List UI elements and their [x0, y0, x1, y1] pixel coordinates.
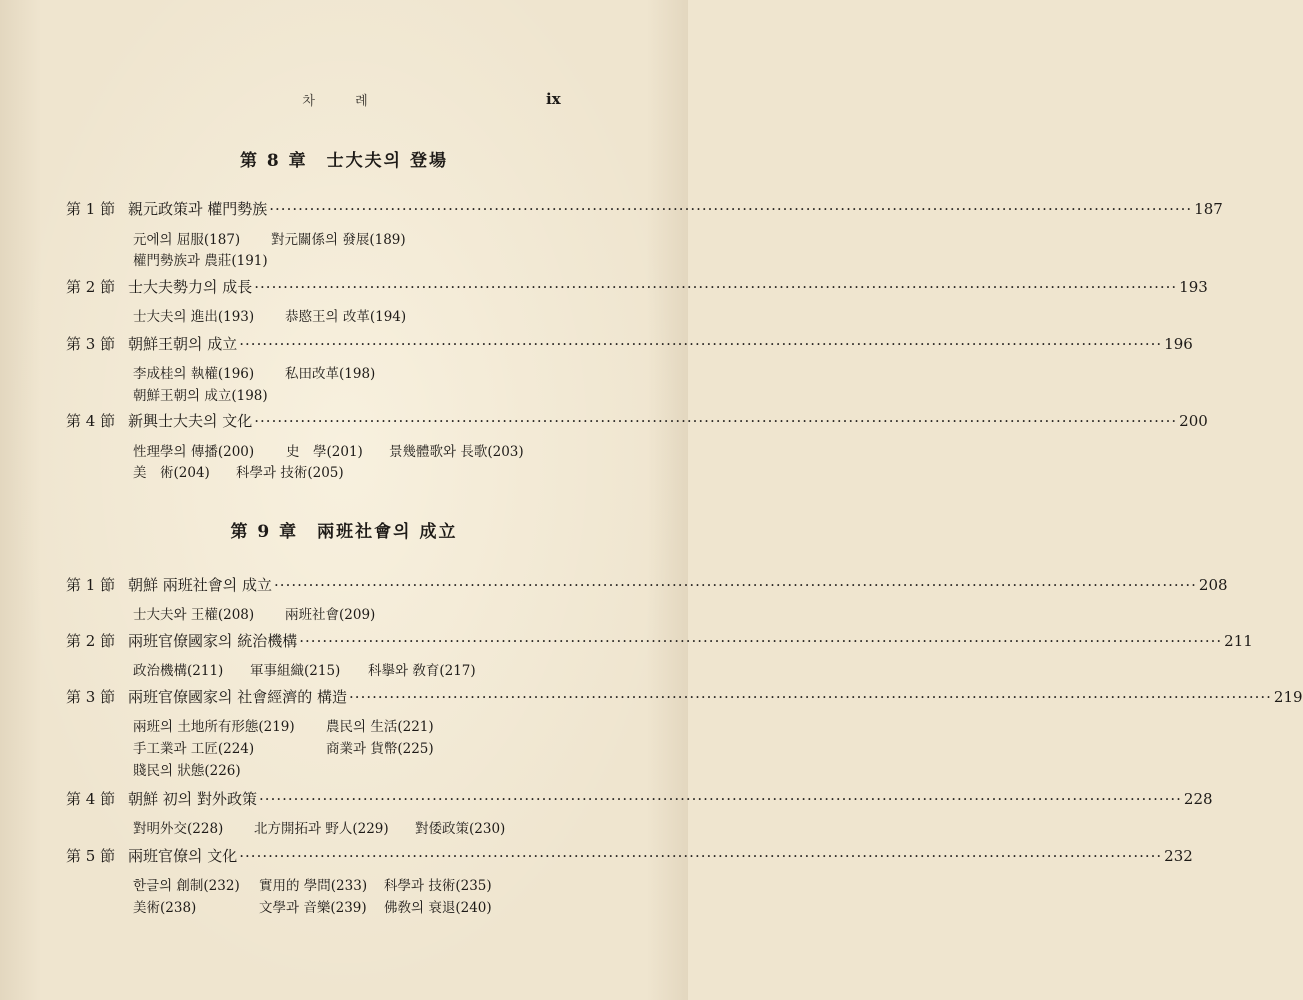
- toc-section[interactable]: [66, 333, 1193, 355]
- subtopic: 私田改革(198): [285, 366, 376, 382]
- dot-leader: ································································································································································: [269, 200, 1193, 218]
- subtopic: 兩班의 土地所有形態(219): [133, 719, 295, 735]
- subtopic: 士大夫와 王權(208): [133, 607, 255, 623]
- section-page: 208: [1198, 576, 1228, 594]
- subtopic: 恭愍王의 改革(194): [285, 309, 407, 325]
- toc-section[interactable]: [66, 686, 1303, 708]
- subtopic: 景幾體歌와 長歌(203): [389, 444, 524, 460]
- subtopic: 李成桂의 執權(196): [133, 366, 255, 382]
- section-page: 196: [1164, 335, 1193, 353]
- dot-leader: ································································································································································: [254, 278, 1178, 296]
- subtopic: 兩班社會(209): [285, 607, 376, 623]
- section-page: 193: [1179, 278, 1208, 296]
- dot-leader: ································································································································································: [274, 576, 1197, 594]
- subtopic: 對元關係의 發展(189): [271, 232, 406, 248]
- section-title: 親元政策과 權門勢族: [128, 200, 268, 218]
- section-number: 第 4 節: [66, 412, 116, 430]
- subtopic: 權門勢族과 農莊(191): [133, 253, 268, 269]
- toc-section[interactable]: [66, 630, 1253, 652]
- subtopic: 科學과 技術(235): [384, 878, 492, 894]
- toc-section[interactable]: [66, 276, 1208, 298]
- section-number: 第 1 節: [66, 200, 116, 218]
- section-page: 187: [1194, 200, 1223, 218]
- dot-leader: ································································································································································: [239, 335, 1163, 353]
- subtopic: 農民의 生活(221): [326, 719, 434, 735]
- toc-section[interactable]: [66, 788, 1213, 810]
- section-title: 朝鮮 初의 對外政策: [128, 790, 258, 808]
- section-title: 士大夫勢力의 成長: [128, 278, 253, 296]
- section-number: 第 1 節: [66, 576, 116, 594]
- subtopic: 性理學의 傳播(200): [133, 444, 255, 460]
- section-title: 兩班官僚國家의 社會經濟的 構造: [128, 688, 348, 706]
- dot-leader: ································································································································································: [299, 632, 1223, 650]
- section-page: 211: [1224, 632, 1253, 650]
- subtopic: 實用的 學問(233): [259, 878, 368, 894]
- running-header: 차 례: [302, 94, 386, 109]
- section-number: 第 3 節: [66, 335, 116, 353]
- dot-leader: ································································································································································: [259, 790, 1182, 808]
- subtopic: 對明外交(228): [133, 821, 224, 837]
- subtopic: 美術(238): [133, 900, 197, 916]
- subtopic: 手工業과 工匠(224): [133, 741, 255, 757]
- section-title: 朝鮮 兩班社會의 成立: [128, 576, 273, 594]
- section-title: 新興士大夫의 文化: [128, 412, 253, 430]
- subtopic: 文學과 音樂(239): [259, 900, 367, 916]
- subtopic: 朝鮮王朝의 成立(198): [133, 388, 268, 404]
- subtopic: 美 術(204): [133, 465, 210, 481]
- chapter-heading: 第 8 章 士大夫의 登場: [239, 151, 448, 171]
- subtopic: 科學과 技術(205): [236, 465, 344, 481]
- toc-section[interactable]: [66, 845, 1193, 867]
- subtopic: 元에의 屈服(187): [133, 232, 241, 248]
- section-title: 朝鮮王朝의 成立: [128, 335, 238, 353]
- subtopic: 對倭政策(230): [415, 821, 506, 837]
- subtopic: 科擧와 敎育(217): [368, 663, 476, 679]
- subtopic: 史 學(201): [286, 444, 363, 460]
- subtopic: 商業과 貨幣(225): [326, 741, 434, 757]
- section-number: 第 3 節: [66, 688, 116, 706]
- subtopic: 士大夫의 進出(193): [133, 309, 255, 325]
- section-page: 219: [1273, 688, 1303, 706]
- section-number: 第 4 節: [66, 790, 116, 808]
- dot-leader: ································································································································································: [239, 847, 1163, 865]
- toc-section[interactable]: [66, 198, 1223, 220]
- subtopic: 政治機構(211): [133, 663, 224, 679]
- section-number: 第 2 節: [66, 278, 116, 296]
- dot-leader: ································································································································································: [254, 412, 1178, 430]
- subtopic: 佛敎의 衰退(240): [384, 900, 492, 916]
- subtopic: 北方開拓과 野人(229): [254, 821, 389, 837]
- toc-section[interactable]: [66, 410, 1208, 432]
- section-number: 第 5 節: [66, 847, 116, 865]
- toc-section[interactable]: [66, 574, 1228, 596]
- section-title: 兩班官僚國家의 統治機構: [128, 632, 298, 650]
- subtopic: 軍事組織(215): [250, 663, 341, 679]
- section-page: 228: [1183, 790, 1213, 808]
- section-title: 兩班官僚의 文化: [128, 847, 238, 865]
- chapter-heading: 第 9 章 兩班社會의 成立: [230, 522, 458, 542]
- dot-leader: ································································································································································: [349, 688, 1272, 706]
- section-page: 200: [1179, 412, 1208, 430]
- subtopic: 한글의 創制(232): [133, 878, 240, 894]
- section-page: 232: [1164, 847, 1193, 865]
- section-number: 第 2 節: [66, 632, 116, 650]
- subtopic: 賤民의 狀態(226): [133, 763, 241, 779]
- page-number: ix: [546, 90, 561, 108]
